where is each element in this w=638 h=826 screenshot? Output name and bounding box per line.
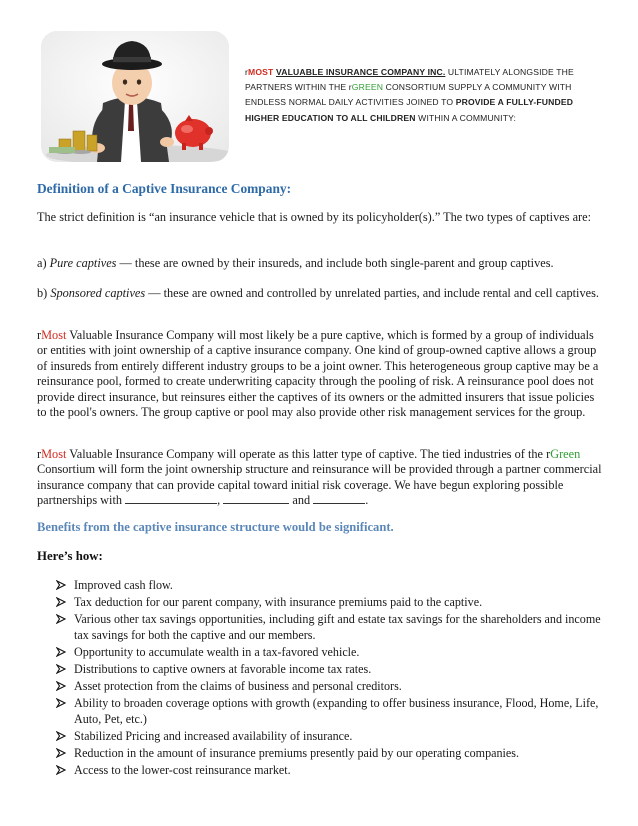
pure-captives-term: Pure captives [49,256,117,270]
p5-brand-r: r [37,447,42,461]
p5-brand-r2: r [546,447,551,461]
partner-blank-1 [125,493,217,504]
benefit-text: Tax deduction for our parent company, with insurance premiums paid to the captive. [74,594,483,609]
list-item [56,695,604,728]
arrow-bullet-icon [56,661,68,677]
benefits-list [56,577,604,779]
benefit-text: Stabilized Pricing and increased availability of insurance. [74,728,353,743]
benefit-text: Opportunity to accumulate wealth in a tax-favored vehicle. [74,644,360,659]
list-item [56,577,604,593]
partner-blank-2 [223,493,289,504]
intro-text-part2: CONSORTIUM SUPPLY A COMMUNITY WITH ENDLESS NORMAL DAILY ACTIVITIES JOINED TO [245,82,572,108]
arrow-bullet-icon [56,678,68,694]
benefit-text: Distributions to captive owners at favorable income tax rates. [74,661,372,676]
list-item [56,661,604,677]
p4-brand-most: Most [41,328,67,342]
benefit-text: Asset protection from the claims of business and personal creditors. [74,678,402,693]
intro-brand-r2: r [348,82,352,93]
p5-text2: Consortium will form the joint ownership structure and reinsurance will be provided through a partner commercial insurance company that can provide capital toward initial risk coverage. We have begun exploring possible partnerships with [37,462,602,508]
partner-blank-3 [313,493,365,504]
pure-captives-paragraph [37,256,602,271]
sponsored-captives-desc: — these are owned and controlled by unrelated parties, and include rental and cell captives. [145,286,599,300]
p5-text1: Valuable Insurance Company will operate as this latter type of captive. The tied industries of the [66,447,547,461]
list-item [56,678,604,694]
sponsored-captives-paragraph [37,286,602,301]
benefit-text: Various other tax savings opportunities, including gift and estate tax savings for the shareholders and income tax savings for both the captive and our members. [74,611,601,643]
intro-mission-statement [245,65,600,126]
arrow-bullet-icon [56,594,68,610]
benefit-text: Access to the lower-cost reinsurance market. [74,762,291,777]
sponsored-captives-term: Sponsored captives [50,286,146,300]
arrow-bullet-icon [56,644,68,660]
pure-captives-desc: — these are owned by their insureds, and include both single-parent and group captives. [116,256,554,270]
intro-brand-most: MOST [248,67,274,77]
p4-text: Valuable Insurance Company will most likely be a pure captive, which is formed by a group of individuals or entities with joint ownership of a captive insurance company. One kind of group-owned captive allows a group of insureds from entirely different industry groups to be a joint owner. This heterogeneous group captive may be a reinsurance pool, formed to create underwriting capacity through the pooling of risk. A reinsurance pool does not provide direct insurance, but reinsures either the captives of its owners or the admitted insurers that issue policies to the pool's owners. The group captive or pool may also provide other risk management services for the group. [37,328,599,420]
arrow-bullet-icon [56,611,68,627]
p5-comma: , [217,493,224,508]
definition-heading: Definition of a Captive Insurance Company: [37,181,292,196]
operation-paragraph [37,447,602,509]
p5-and: and [289,493,314,508]
sponsored-captives-prefix: b) [37,286,51,300]
list-item [56,644,604,660]
list-item [56,594,604,610]
intro-brand-green: GREEN [351,82,384,93]
group-captive-paragraph [37,328,602,420]
intro-text-part3: WITHIN A COMMUNITY: [415,112,517,123]
intro-text-part1: ULTIMATELY ALONGSIDE THE PARTNERS WITHIN THE [245,67,574,93]
intro-company-name: VALUABLE INSURANCE COMPANY INC. [276,67,446,77]
list-item [56,762,604,778]
benefits-heading: Benefits from the captive insurance structure would be significant. [37,520,394,534]
list-item [56,728,604,744]
arrow-bullet-icon [56,577,68,593]
p5-end: . [365,493,369,508]
arrow-bullet-icon [56,762,68,778]
intro-brand-r: r [245,67,249,77]
p4-brand-r: r [37,328,42,342]
arrow-bullet-icon [56,745,68,761]
benefit-text: Reduction in the amount of insurance premiums presently paid by our operating companies. [74,745,520,760]
heres-how-heading: Here’s how: [37,549,103,563]
list-item [56,745,604,761]
benefit-text: Ability to broaden coverage options with growth (expanding to offer business insurance, Flood, Home, Life, Auto, Pet, etc.) [74,695,599,726]
intro-bold-goal: PROVIDE A FULLY-FUNDED HIGHER EDUCATION TO ALL CHILDREN [245,97,574,123]
list-item [56,611,604,644]
benefit-text: Improved cash flow. [74,578,173,592]
arrow-bullet-icon [56,728,68,744]
strict-definition-paragraph: The strict definition is “an insurance vehicle that is owned by its policyholder(s).” The two types of captives are: [37,210,591,224]
arrow-bullet-icon [56,695,68,711]
child-with-piggy-bank-photo [41,31,229,162]
p5-brand-most: Most [41,447,67,461]
p5-brand-green: Green [550,447,581,461]
pure-captives-prefix: a) [37,256,50,270]
